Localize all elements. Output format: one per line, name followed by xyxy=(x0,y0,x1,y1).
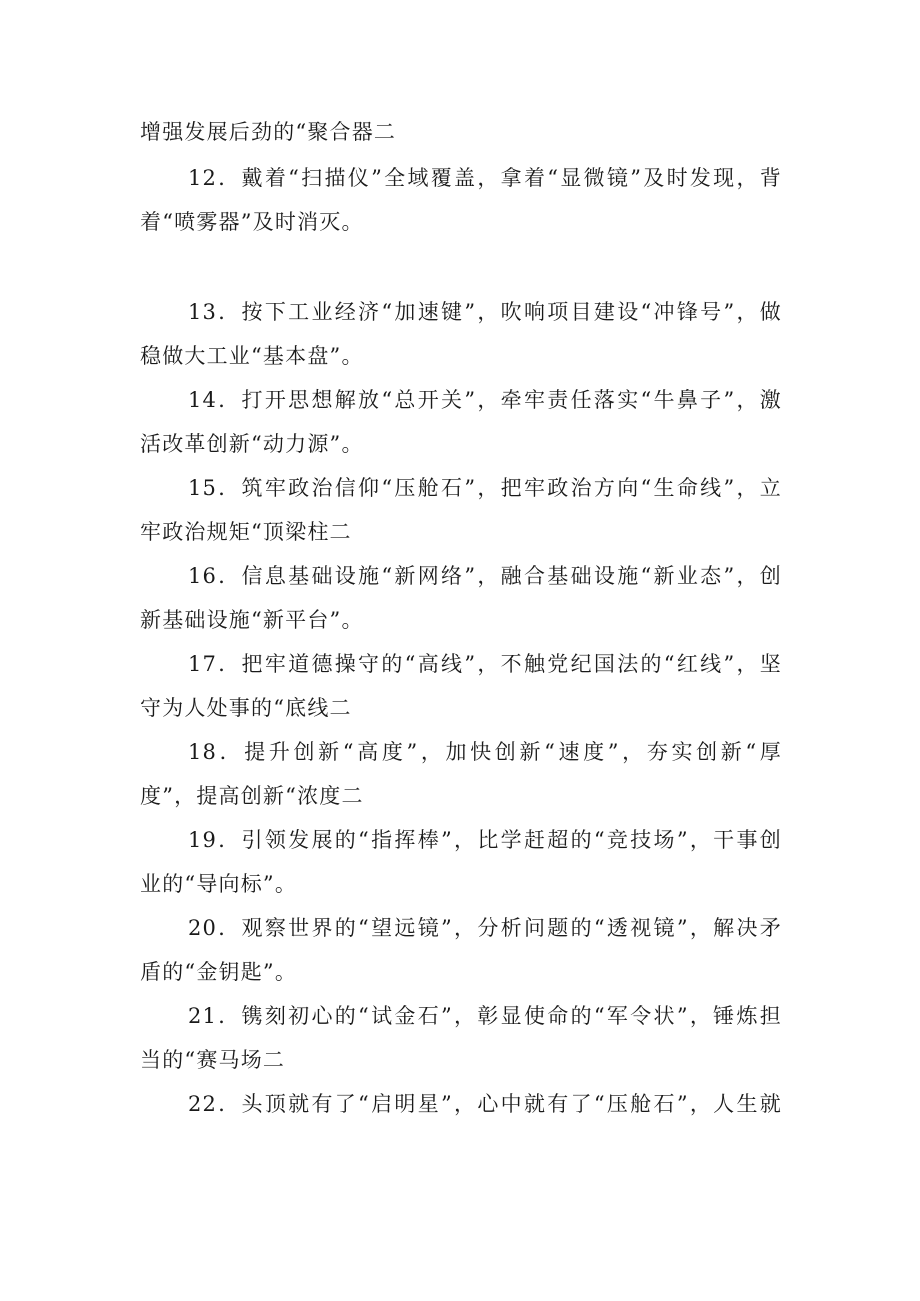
item-18-line-2: 度”，提高创新“浓度二 xyxy=(140,784,364,808)
item-17-line-1: 17．把牢道德操守的“高线”，不触党纪国法的“红线”，坚 xyxy=(188,652,782,676)
item-15-line-1: 15．筑牢政治信仰“压舱石”，把牢政治方向“生命线”，立 xyxy=(188,476,782,500)
item-19-line-1: 19．引领发展的“指挥棒”，比学赶超的“竞技场”，干事创 xyxy=(188,828,782,852)
item-17-line-2: 守为人处事的“底线二 xyxy=(140,696,352,720)
item-12-line-2: 着“喷雾器”及时消灭。 xyxy=(140,210,364,234)
item-16-line-1: 16．信息基础设施“新网络”，融合基础设施“新业态”，创 xyxy=(188,564,782,588)
item-14-line-2: 活改革创新“动力源”。 xyxy=(140,432,364,456)
item-21-line-1: 21．镌刻初心的“试金石”，彰显使命的“军令状”，锤炼担 xyxy=(188,1004,782,1028)
item-16-line-2: 新基础设施“新平台”。 xyxy=(140,608,364,632)
item-22-line-1: 22．头顶就有了“启明星”，心中就有了“压舱石”，人生就 xyxy=(188,1092,782,1116)
item-21-line-2: 当的“赛马场二 xyxy=(140,1048,286,1072)
item-14-line-1: 14．打开思想解放“总开关”，牵牢责任落实“牛鼻子”，激 xyxy=(188,388,782,412)
item-13-line-1: 13．按下工业经济“加速键”，吹响项目建设“冲锋号”，做 xyxy=(188,300,782,324)
paragraph-continuation-line: 增强发展后劲的“聚合器二 xyxy=(140,120,397,144)
item-13-line-2: 稳做大工业“基本盘”。 xyxy=(140,344,364,368)
item-15-line-2: 牢政治规矩“顶梁柱二 xyxy=(140,520,352,544)
item-18-line-1: 18．提升创新“高度”，加快创新“速度”，夯实创新“厚 xyxy=(188,740,782,764)
item-12-line-1: 12．戴着“扫描仪”全域覆盖，拿着“显微镜”及时发现，背 xyxy=(188,166,782,190)
item-19-line-2: 业的“导向标”。 xyxy=(140,872,298,896)
item-20-line-2: 盾的“金钥匙”。 xyxy=(140,960,298,984)
item-20-line-1: 20．观察世界的“望远镜”，分析问题的“透视镜”，解决矛 xyxy=(188,916,782,940)
